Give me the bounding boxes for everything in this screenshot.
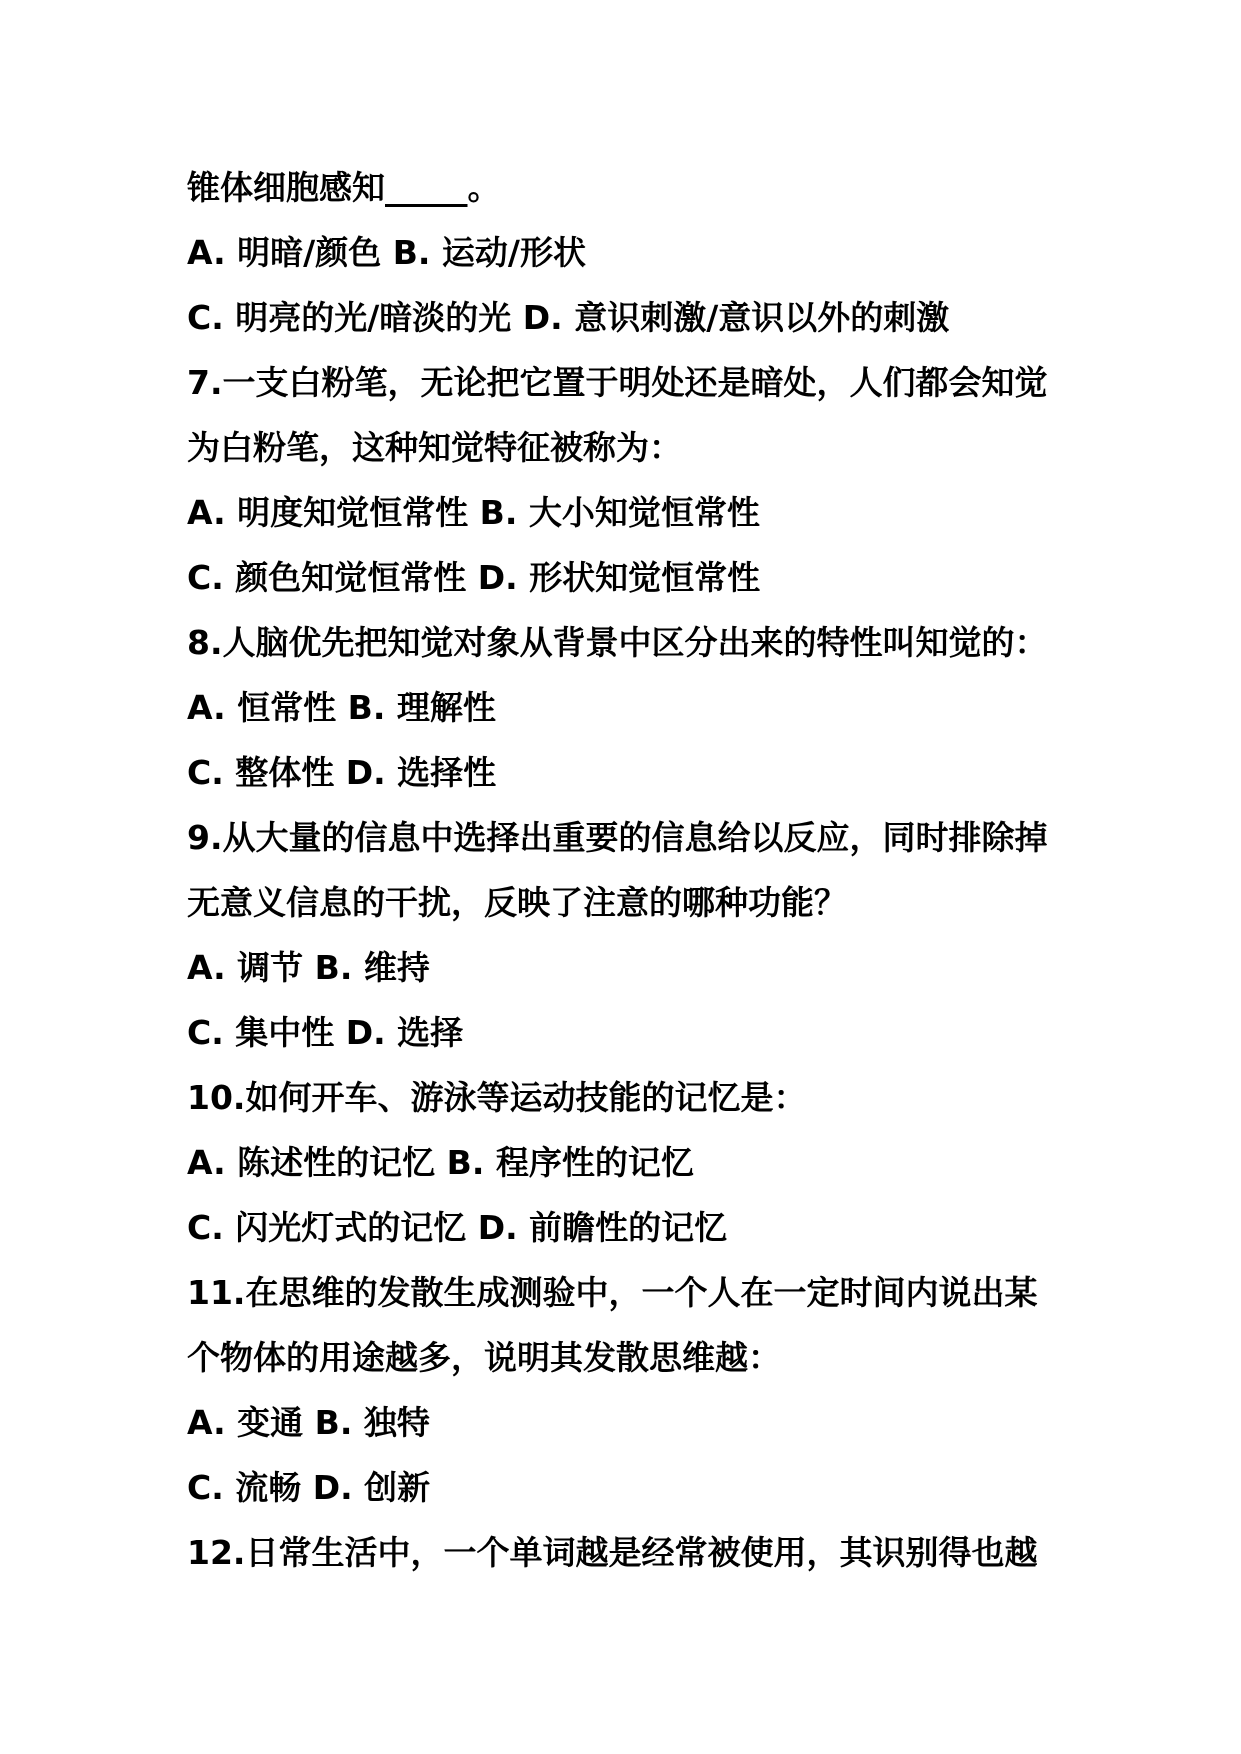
text-line: C. 颜色知觉恒常性 D. 形状知觉恒常性 xyxy=(187,558,761,597)
question-text: 无意义信息的干扰，反映了注意的哪种功能？ xyxy=(187,883,847,922)
text-line: 锥体细胞感知_____。 xyxy=(187,168,501,207)
question-text: 7.一支白粉笔，无论把它置于明处还是暗处，人们都会知觉 xyxy=(187,363,1048,402)
text-line: C. 明亮的光/暗淡的光 D. 意识刺激/意识以外的刺激 xyxy=(187,298,950,337)
question-text: 8.人脑优先把知觉对象从背景中区分出来的特性叫知觉的： xyxy=(187,623,1048,662)
text-line: A. 恒常性 B. 理解性 xyxy=(187,688,496,727)
question-text: 为白粉笔，这种知觉特征被称为： xyxy=(187,428,682,467)
text-line: C. 闪光灯式的记忆 D. 前瞻性的记忆 xyxy=(187,1208,728,1247)
text-line: A. 陈述性的记忆 B. 程序性的记忆 xyxy=(187,1143,694,1182)
document-body xyxy=(187,155,1067,1585)
question-text: 个物体的用途越多，说明其发散思维越： xyxy=(187,1338,781,1377)
text-line: A. 明暗/颜色 B. 运动/形状 xyxy=(187,233,586,272)
text-line: C. 整体性 D. 选择性 xyxy=(187,753,497,792)
question-text: 11.在思维的发散生成测验中，一个人在一定时间内说出某 xyxy=(187,1273,1038,1312)
text-line: A. 调节 B. 维持 xyxy=(187,948,430,987)
question-text: 9.从大量的信息中选择出重要的信息给以反应，同时排除掉 xyxy=(187,818,1048,857)
text-line: C. 流畅 D. 创新 xyxy=(187,1468,431,1507)
text-line: A. 变通 B. 独特 xyxy=(187,1403,430,1442)
question-text: 10.如何开车、游泳等运动技能的记忆是： xyxy=(187,1078,807,1117)
question-text: 12.日常生活中，一个单词越是经常被使用，其识别得也越 xyxy=(187,1533,1038,1572)
text-line: A. 明度知觉恒常性 B. 大小知觉恒常性 xyxy=(187,493,760,532)
text-line: C. 集中性 D. 选择 xyxy=(187,1013,464,1052)
